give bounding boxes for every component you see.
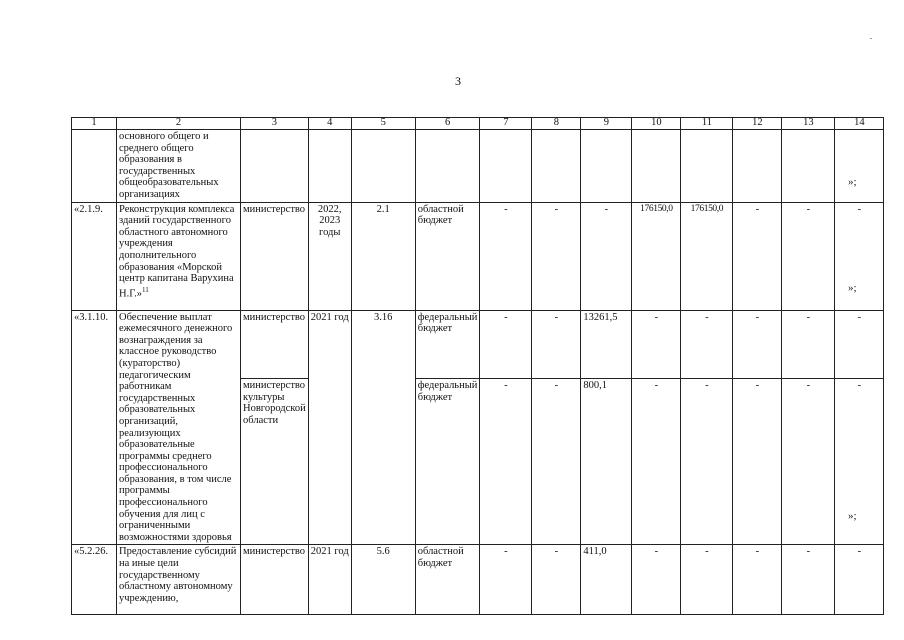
executor: министерство — [241, 545, 309, 615]
value-cell: - — [480, 545, 532, 615]
col-header: 8 — [532, 118, 581, 130]
value-cell: - — [632, 545, 681, 615]
row-text: Предоставление субсидий на иные цели государственному областному автономному учреждению, — [117, 545, 241, 615]
indicator: 2.1 — [351, 202, 415, 310]
value-cell: 411,0 — [581, 545, 632, 615]
row-number: «5.2.26. — [72, 545, 117, 615]
period: 2021 год — [308, 310, 351, 545]
value-cell: - — [733, 202, 782, 310]
value-cell: 800,1 — [581, 379, 632, 545]
col-header: 9 — [581, 118, 632, 130]
col-header: 1 — [72, 118, 117, 130]
value-cell: - — [532, 545, 581, 615]
table-row — [72, 130, 884, 203]
value-cell: - — [782, 545, 835, 615]
value-cell: 176150,0 — [681, 202, 733, 310]
col-header: 10 — [632, 118, 681, 130]
value-cell: - — [532, 310, 581, 379]
funding-source: областной бюджет — [415, 202, 480, 310]
value-cell: - — [632, 379, 681, 545]
page-number: 3 — [455, 74, 461, 88]
col-header: 11 — [681, 118, 733, 130]
period: 2021 год — [308, 545, 351, 615]
scan-mark — [870, 38, 872, 39]
table-row — [72, 202, 884, 310]
indicator: 5.6 — [351, 545, 415, 615]
value-cell: - — [581, 202, 632, 310]
value-cell: - — [632, 310, 681, 379]
row-text: Обеспечение выплат ежемесячного денежного вознаграждения за классное руководство (кураторство) педагогическим работникам государственных образовательных организаций, реализующих образовательные программы среднего профессионального образования, в том числе программы профессионального обучения для лиц с ограниченными возможностями здоровья — [117, 310, 241, 545]
funding-source: федеральный бюджет — [415, 379, 480, 545]
value-cell: - — [782, 202, 835, 310]
value-cell: - — [835, 310, 884, 379]
row-number: «2.1.9. — [72, 202, 117, 310]
value-cell: - — [835, 545, 884, 615]
value-cell: - — [835, 379, 884, 545]
value-cell: - — [733, 545, 782, 615]
col-header: 14 — [835, 118, 884, 130]
col-header: 13 — [782, 118, 835, 130]
value-cell: - — [681, 545, 733, 615]
value-cell: - — [681, 310, 733, 379]
period: 2022, 2023 годы — [308, 202, 351, 310]
executor: министерство — [241, 202, 309, 310]
value-cell: - — [480, 310, 532, 379]
executor: министерство культуры Новгородской области — [241, 379, 309, 545]
executor: министерство — [241, 310, 309, 379]
funding-source: областной бюджет — [415, 545, 480, 615]
row-text: основного общего и среднего общего образования в государственных общеобразовательных организациях — [117, 130, 241, 203]
value-cell: 176150,0 — [632, 202, 681, 310]
closing-quote: »; — [848, 282, 857, 294]
value-cell: - — [782, 310, 835, 379]
funding-source: федеральный бюджет — [415, 310, 480, 379]
col-header: 4 — [308, 118, 351, 130]
value-cell: - — [681, 379, 733, 545]
col-header: 7 — [480, 118, 532, 130]
col-header: 12 — [733, 118, 782, 130]
value-cell: - — [835, 202, 884, 310]
col-header: 6 — [415, 118, 480, 130]
value-cell: - — [782, 379, 835, 545]
closing-quote: »; — [848, 510, 857, 522]
value-cell: - — [532, 202, 581, 310]
closing-quote: »; — [848, 176, 857, 188]
value-cell: - — [480, 202, 532, 310]
value-cell: - — [733, 310, 782, 379]
value-cell: - — [733, 379, 782, 545]
row-text: Реконструкция комплекса зданий государственного областного автономного учреждения дополнительного образования «Морской центр капитана Варухина Н.Г.»$^{11}$ — [117, 202, 241, 310]
col-header: 5 — [351, 118, 415, 130]
budget-table — [71, 117, 884, 615]
value-cell: 13261,5 — [581, 310, 632, 379]
value-cell: - — [480, 379, 532, 545]
row-number: «3.1.10. — [72, 310, 117, 545]
table-row — [72, 545, 884, 615]
col-header: 2 — [117, 118, 241, 130]
table-row — [72, 310, 884, 379]
table-header-row — [72, 118, 884, 130]
indicator: 3.16 — [351, 310, 415, 545]
value-cell: - — [532, 379, 581, 545]
col-header: 3 — [241, 118, 309, 130]
